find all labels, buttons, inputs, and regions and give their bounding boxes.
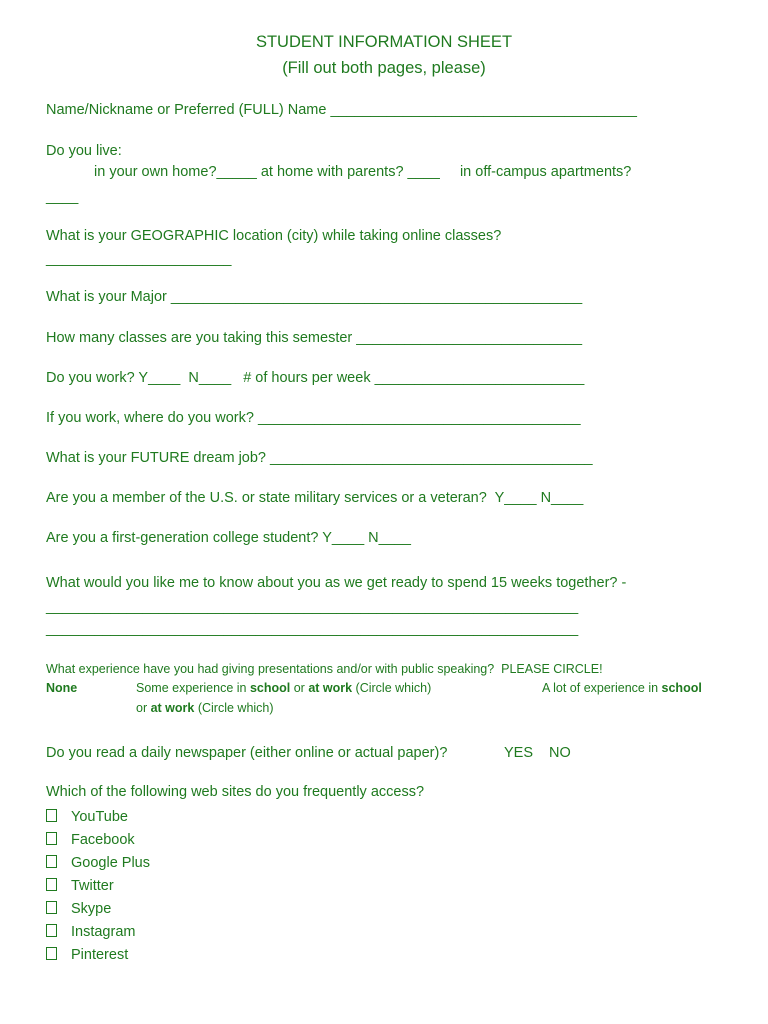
websites-question: Which of the following web sites do you frequently access? <box>46 784 425 800</box>
some-label: Some experience in <box>136 681 250 695</box>
website-label: Google Plus <box>71 855 150 871</box>
some-or: or <box>290 681 309 695</box>
website-item-instagram[interactable] <box>46 923 135 941</box>
know-you-line-2[interactable]: __________________________________________________________________ <box>46 621 579 637</box>
website-item-skype[interactable] <box>46 900 111 918</box>
page-subtitle: (Fill out both pages, please) <box>282 59 486 77</box>
website-item-pinterest[interactable] <box>46 946 128 964</box>
presentation-option-none[interactable]: None <box>46 681 78 695</box>
website-label: Facebook <box>71 832 135 848</box>
name-field[interactable]: Name/Nickname or Preferred (FULL) Name ______________________________________ <box>46 102 637 118</box>
presentation-option-some[interactable] <box>136 679 431 697</box>
newspaper-yes-option[interactable]: YES <box>504 745 534 761</box>
presentation-option-lot-cont[interactable] <box>136 699 274 717</box>
website-item-twitter[interactable] <box>46 877 114 895</box>
presentation-question: What experience have you had giving presentations and/or with public speaking? PLEASE CIRCLE! <box>46 662 603 676</box>
website-item-google-plus[interactable] <box>46 854 150 872</box>
lot-circle: (Circle which) <box>194 701 274 715</box>
live-prompt: Do you live: <box>46 143 122 159</box>
checkbox-icon[interactable] <box>46 901 57 914</box>
know-you-line-1[interactable]: __________________________________________________________________ <box>46 599 579 615</box>
website-label: Instagram <box>71 924 136 940</box>
newspaper-no-option[interactable]: NO <box>549 745 571 761</box>
work-where-field[interactable]: If you work, where do you work? ________________________________________ <box>46 410 581 426</box>
checkbox-icon[interactable] <box>46 924 57 937</box>
military-field[interactable]: Are you a member of the U.S. or state military services or a veteran? Y____ N____ <box>46 490 584 506</box>
website-label: Skype <box>71 901 112 917</box>
checkbox-icon[interactable] <box>46 878 57 891</box>
lot-at-work: at work <box>150 701 195 715</box>
first-gen-field[interactable]: Are you a first-generation college student? Y____ N____ <box>46 530 411 546</box>
checkbox-icon[interactable] <box>46 832 57 845</box>
some-school: school <box>249 681 291 695</box>
live-options[interactable]: in your own home?_____ at home with parents? ____ in off-campus apartments? <box>94 164 632 180</box>
checkbox-icon[interactable] <box>46 855 57 868</box>
live-options-cont[interactable]: ____ <box>46 189 79 205</box>
checkbox-icon[interactable] <box>46 947 57 960</box>
geo-location-question: What is your GEOGRAPHIC location (city) while taking online classes? <box>46 228 502 244</box>
website-label: YouTube <box>71 809 128 825</box>
dream-job-field[interactable]: What is your FUTURE dream job? ________________________________________ <box>46 450 593 466</box>
classes-field[interactable]: How many classes are you taking this semester ____________________________ <box>46 330 583 346</box>
lot-label: A lot of experience in <box>542 681 662 695</box>
major-field[interactable]: What is your Major ___________________________________________________ <box>46 289 583 305</box>
website-item-youtube[interactable] <box>46 808 128 826</box>
know-you-question: What would you like me to know about you as we get ready to spend 15 weeks together? - <box>46 575 627 591</box>
lot-or: or <box>136 701 151 715</box>
presentation-option-lot[interactable] <box>542 679 702 697</box>
some-circle: (Circle which) <box>352 681 432 695</box>
lot-school: school <box>661 681 702 695</box>
website-label: Twitter <box>71 878 114 894</box>
work-field[interactable]: Do you work? Y____ N____ # of hours per week __________________________ <box>46 370 585 386</box>
some-at-work: at work <box>308 681 353 695</box>
newspaper-question: Do you read a daily newspaper (either online or actual paper)? <box>46 745 448 761</box>
website-item-facebook[interactable] <box>46 831 135 849</box>
website-label: Pinterest <box>71 947 129 963</box>
page-title: STUDENT INFORMATION SHEET <box>255 33 513 51</box>
checkbox-icon[interactable] <box>46 809 57 822</box>
geo-location-field[interactable]: _______________________ <box>46 251 232 267</box>
